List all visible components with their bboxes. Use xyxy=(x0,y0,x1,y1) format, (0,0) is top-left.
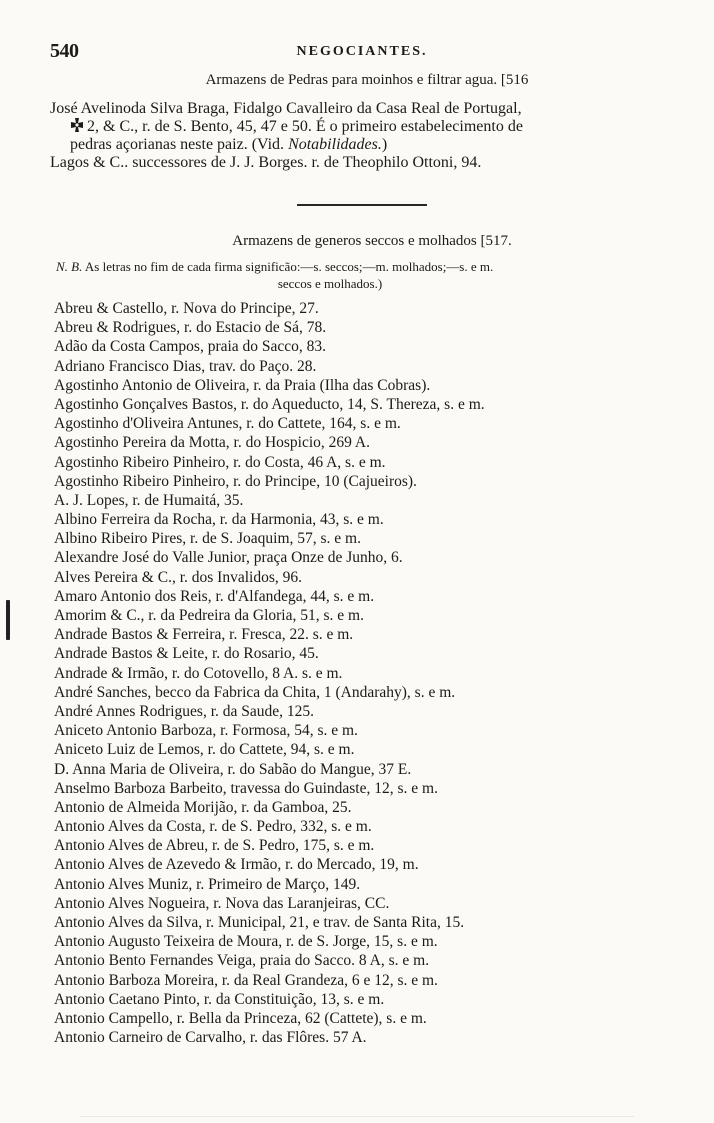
list-item: Aniceto Antonio Barboza, r. Formosa, 54, s. e m. xyxy=(54,722,358,740)
list-item: Antonio Carneiro de Carvalho, r. das Flôres. 57 A. xyxy=(54,1029,367,1047)
entry-lagos: Lagos & C.. successores de J. J. Borges. r. de Theophilo Ottoni, 94. xyxy=(50,154,482,171)
list-item: Albino Ribeiro Pires, r. de S. Joaquim, 57, s. e m. xyxy=(54,530,361,548)
section-number: [517. xyxy=(480,233,512,249)
list-item: Antonio Alves da Costa, r. de S. Pedro, 332, s. e m. xyxy=(54,818,372,836)
page-footer-rule xyxy=(80,1116,634,1117)
list-item: D. Anna Maria de Oliveira, r. do Sabão do Mangue, 37 E. xyxy=(54,760,412,778)
list-item: Andrade Bastos & Leite, r. do Rosario, 45. xyxy=(54,645,319,663)
list-item: Abreu & Castello, r. Nova do Principe, 27. xyxy=(54,300,319,317)
list-item: Alexandre José do Valle Junior, praça Onze de Junho, 6. xyxy=(54,549,403,567)
list-item: Adão da Costa Campos, praia do Sacco, 83. xyxy=(54,338,327,356)
list-item: Aniceto Luiz de Lemos, r. do Cattete, 94, s. e m. xyxy=(54,741,355,759)
list-item: Andrade & Irmão, r. do Cotovello, 8 A. s. e m. xyxy=(54,664,343,682)
section-title-generos xyxy=(70,233,674,250)
page-header xyxy=(50,40,674,64)
list-item: Alves Pereira & C., r. dos Invalidos, 96. xyxy=(54,568,302,586)
section-title-pedras xyxy=(80,72,654,89)
list-item: Agostinho Ribeiro Pinheiro, r. do Principe, 10 (Cajueiros). xyxy=(54,472,417,490)
section-number: [516 xyxy=(500,72,529,88)
list-item: Antonio Alves Nogueira, r. Nova das Laranjeiras, CC. xyxy=(54,894,390,912)
list-item: Antonio Alves da Silva, r. Municipal, 21, e trav. de Santa Rita, 15. xyxy=(54,914,465,931)
entry-jose-avelino xyxy=(50,100,680,154)
list-item: Antonio de Almeida Morijão, r. da Gamboa, 25. xyxy=(54,798,352,816)
merchant-list xyxy=(54,299,694,1047)
list-item: Antonio Barboza Moreira, r. da Real Grandeza, 6 e 12, s. e m. xyxy=(54,971,438,989)
list-item: Andrade Bastos & Ferreira, r. Fresca, 22. s. e m. xyxy=(54,626,354,644)
section-divider xyxy=(297,204,427,206)
list-item: Agostinho Gonçalves Bastos, r. do Aqueducto, 14, S. Thereza, s. e m. xyxy=(54,395,485,413)
list-item: Agostinho Antonio de Oliveira, r. da Praia (Ilha das Cobras). xyxy=(54,376,431,394)
section-title-text: Armazens de Pedras para moinhos e filtrar agua. xyxy=(205,72,498,88)
list-item: Amorim & C., r. da Pedreira da Gloria, 51, s. e m. xyxy=(54,607,364,624)
note-line: N. B. As letras no fim de cada firma significão:—s. seccos;—m. molhados;—s. e m. xyxy=(56,259,494,274)
binding-mark xyxy=(6,600,10,640)
list-item: A. J. Lopes, r. de Humaitá, 35. xyxy=(54,491,244,509)
list-item: Adriano Francisco Dias, trav. do Paço. 28. xyxy=(54,357,317,375)
list-item: Amaro Antonio dos Reis, r. d'Alfandega, 44, s. e m. xyxy=(54,587,375,605)
list-item: Agostinho Pereira da Motta, r. do Hospicio, 269 A. xyxy=(54,434,370,452)
entry-line: 2, & C., r. de S. Bento, 45, 47 e 50. É o primeiro estabelecimento de xyxy=(50,118,680,136)
list-item: Agostinho d'Oliveira Antunes, r. do Cattete, 164, s. e m. xyxy=(54,415,401,433)
list-item: Antonio Caetano Pinto, r. da Constituição, 13, s. e m. xyxy=(54,990,385,1008)
list-item: Agostinho Ribeiro Pinheiro, r. do Costa, 46 A, s. e m. xyxy=(54,453,386,471)
list-item: Antonio Augusto Teixeira de Moura, r. de S. Jorge, 15, s. e m. xyxy=(54,933,438,951)
list-item: Abreu & Rodrigues, r. do Estacio de Sá, 78. xyxy=(54,319,327,337)
list-item: Antonio Alves Muniz, r. Primeiro de Março, 149. xyxy=(54,875,361,893)
note-abbr: N. B. xyxy=(56,259,83,274)
list-item: André Sanches, becco da Fabrica da Chita, 1 (Andarahy), s. e m. xyxy=(54,683,456,701)
list-item: Antonio Alves de Azevedo & Irmão, r. do Mercado, 19, m. xyxy=(54,856,419,874)
list-item: Antonio Alves de Abreu, r. de S. Pedro, 175, s. e m. xyxy=(54,837,375,855)
list-item: Albino Ferreira da Rocha, r. da Harmonia, 43, s. e m. xyxy=(54,511,384,529)
cross-pattee-icon xyxy=(70,118,84,132)
section-title-text: Armazens de generos seccos e molhados xyxy=(232,233,477,249)
note-line: seccos e molhados.) xyxy=(277,276,383,291)
list-item: André Annes Rodrigues, r. da Saude, 125. xyxy=(54,702,315,720)
page-number: 540 xyxy=(50,40,79,62)
running-head: NEGOCIANTES. xyxy=(296,44,428,59)
entry-line: José Avelinoda Silva Braga, Fidalgo Cavalleiro da Casa Real de Portugal, xyxy=(50,100,522,117)
list-item: Anselmo Barboza Barbeito, travessa do Guindaste, 12, s. e m. xyxy=(54,779,438,797)
list-item: Antonio Campello, r. Bella da Princeza, 62 (Cattete), s. e m. xyxy=(54,1009,427,1027)
abbreviation-note xyxy=(56,258,684,292)
list-item: Antonio Bento Fernandes Veiga, praia do Sacco. 8 A, s. e m. xyxy=(54,952,430,970)
entry-line: pedras açorianas neste paiz. (Vid. Notabilidades.) xyxy=(70,136,388,153)
